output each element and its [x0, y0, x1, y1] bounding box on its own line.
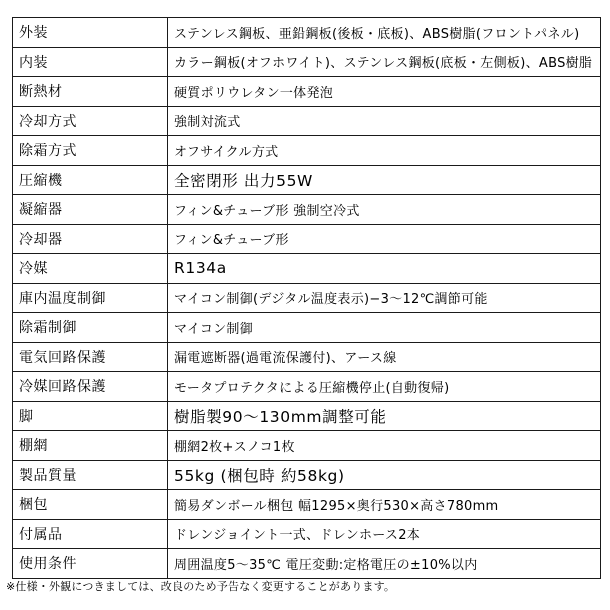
spec-label: 除霜制御	[13, 313, 168, 343]
spec-row	[13, 224, 601, 254]
spec-label: 除霜方式	[13, 136, 168, 166]
spec-value: 55kg (梱包時 約58kg)	[168, 460, 601, 490]
spec-row	[13, 18, 601, 48]
footnote: ※仕様・外観につきましては、改良のため予告なく変更することがあります。	[6, 580, 396, 593]
spec-value: 簡易ダンボール梱包 幅1295×奥行530×高さ780mm	[168, 490, 601, 520]
spec-row	[13, 401, 601, 431]
spec-label: 脚	[13, 401, 168, 431]
spec-label: 圧縮機	[13, 165, 168, 195]
spec-label: 製品質量	[13, 460, 168, 490]
spec-value: フィン&チューブ形	[168, 224, 601, 254]
spec-value: 硬質ポリウレタン一体発泡	[168, 77, 601, 107]
spec-label: 凝縮器	[13, 195, 168, 225]
spec-label: 冷却器	[13, 224, 168, 254]
spec-label: 断熱材	[13, 77, 168, 107]
spec-label: 付属品	[13, 519, 168, 549]
spec-row	[13, 519, 601, 549]
spec-value: ステンレス鋼板、亜鉛鋼板(後板・底板)、ABS樹脂(フロントパネル)	[168, 18, 601, 48]
spec-value: R134a	[168, 254, 601, 284]
spec-row	[13, 342, 601, 372]
spec-label: 冷媒回路保護	[13, 372, 168, 402]
spec-row	[13, 490, 601, 520]
spec-value: 棚網2枚+スノコ1枚	[168, 431, 601, 461]
spec-row	[13, 165, 601, 195]
spec-row	[13, 106, 601, 136]
spec-row	[13, 431, 601, 461]
spec-label: 庫内温度制御	[13, 283, 168, 313]
spec-table-body	[13, 18, 601, 579]
spec-value: ドレンジョイント一式、ドレンホース2本	[168, 519, 601, 549]
spec-row	[13, 254, 601, 284]
spec-label: 冷却方式	[13, 106, 168, 136]
spec-label: 内装	[13, 47, 168, 77]
spec-value: オフサイクル方式	[168, 136, 601, 166]
spec-label: 棚網	[13, 431, 168, 461]
spec-label: 冷媒	[13, 254, 168, 284]
spec-row	[13, 195, 601, 225]
spec-label: 電気回路保護	[13, 342, 168, 372]
spec-row	[13, 460, 601, 490]
spec-value: 周囲温度5〜35℃ 電圧変動:定格電圧の±10%以内	[168, 549, 601, 579]
spec-value: フィン&チューブ形 強制空冷式	[168, 195, 601, 225]
spec-table	[12, 17, 601, 579]
spec-label: 梱包	[13, 490, 168, 520]
spec-row	[13, 283, 601, 313]
spec-row	[13, 549, 601, 579]
spec-value: 強制対流式	[168, 106, 601, 136]
spec-label: 使用条件	[13, 549, 168, 579]
spec-row	[13, 313, 601, 343]
spec-row	[13, 136, 601, 166]
spec-value: カラー鋼板(オフホワイト)、ステンレス鋼板(底板・左側板)、ABS樹脂	[168, 47, 601, 77]
spec-value: マイコン制御	[168, 313, 601, 343]
spec-value: 漏電遮断器(過電流保護付)、アース線	[168, 342, 601, 372]
spec-value: マイコン制御(デジタル温度表示)−3〜12℃調節可能	[168, 283, 601, 313]
spec-row	[13, 372, 601, 402]
spec-label: 外装	[13, 18, 168, 48]
spec-row	[13, 47, 601, 77]
spec-value: モータプロテクタによる圧縮機停止(自動復帰)	[168, 372, 601, 402]
spec-value: 全密閉形 出力55W	[168, 165, 601, 195]
spec-value: 樹脂製90〜130mm調整可能	[168, 401, 601, 431]
spec-row	[13, 77, 601, 107]
